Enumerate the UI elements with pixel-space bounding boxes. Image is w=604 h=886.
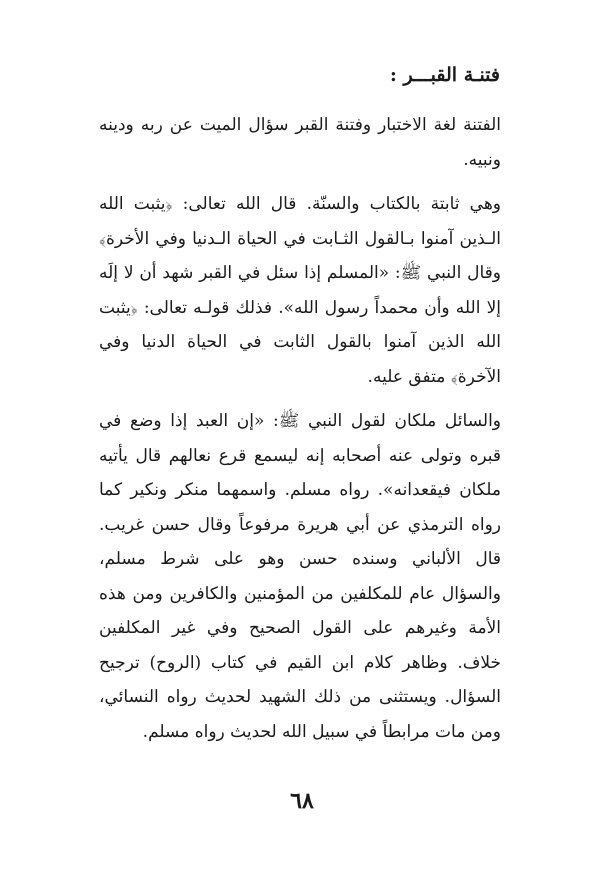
page-number: ٦٨ (290, 788, 314, 814)
paragraph-two-angels: والسائل ملكان لقول النبي ﷺ: «إن العبد إذا وضع في قبره وتولى عنه أصحابه إنه ليسمع قرع نعالهم قال يأتيه ملكان فيقعدانه». رواه مسلم. واسمهما منكر ونكير كما رواه الترمذي عن أبي هريرة مرفوعاً وقال حسن غريب. قال الألباني وسنده حسن وهو على شرط مسلم، والسؤال عام للمكلفين من المؤمنين والكافرين ومن هذه الأمة وغيرهم على القول الصحيح وفي غير المكلفين خلاف. وظاهر كلام ابن القيم في كتاب (الروح) ترجيح السؤال. ويستثنى من ذلك الشهيد لحديث رواه النسائي، ومن مات مرابطاً في سبيل الله لحديث رواه مسلم. (99, 411, 501, 742)
paragraph-evidence: وهي ثابتة بالكتاب والسنّة. قال الله تعالى: ﴿يثبت الله الـذين آمنوا بـالقول الثـابت في الحياة الـدنيا وفي الأخرة﴾ وقال النبي ﷺ: «المسلم إذا سئل في القبر شهد أن لا إلَه إلا الله وأن محمداً رسول الله». فذلك قولـه تعالى: ﴿يثبت الله الذين آمنوا بالقول الثابت في الحياة الدنيا وفي الآخرة﴾ متفق عليه. (99, 194, 501, 387)
paragraph-definition: الفتنة لغة الاختبار وفتنة القبر سؤال الميت عن ربه ودينه ونبيه. (99, 115, 501, 170)
section-heading: فتنـة القبـــر : (389, 64, 500, 86)
